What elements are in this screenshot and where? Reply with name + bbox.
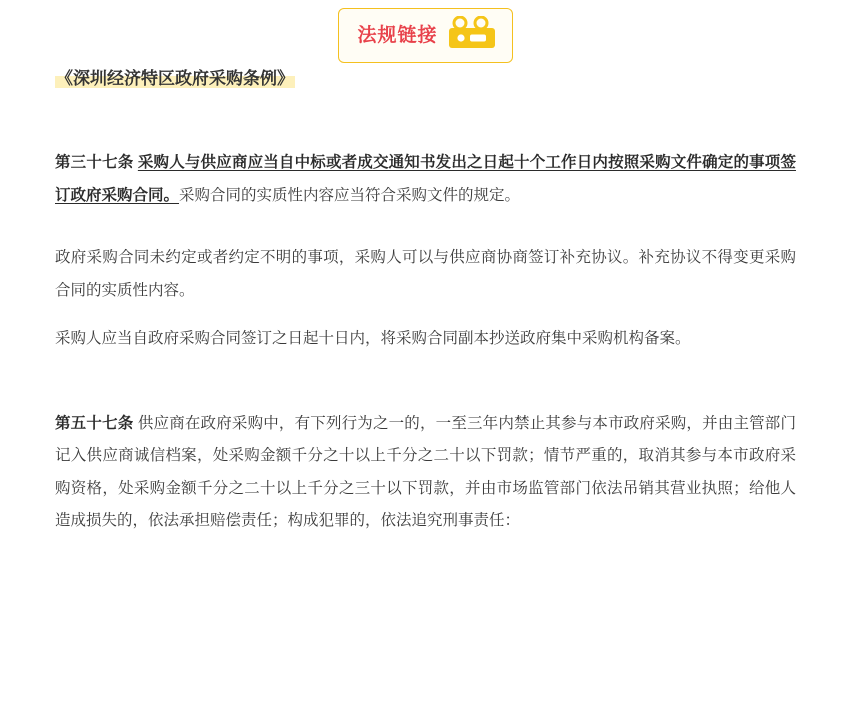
law-link-icon [448,16,498,55]
article-57-number: 第五十七条 [55,414,134,432]
article-57 [55,408,796,538]
page-title: 《深圳经济特区政府采购条例》 [56,69,294,88]
badge-container [0,0,851,63]
article-37-underlined: 采购人与供应商应当自中标或者成交通知书发出之日起十个工作日内按照采购文件确定的事项签订政府采购合同。 [55,154,796,204]
article-37-paragraph-1: 政府采购合同未约定或者约定不明的事项，采购人可以与供应商协商签订补充协议。补充协议不得变更采购合同的实质性内容。 [55,249,796,299]
article-57-body: 供应商在政府采购中，有下列行为之一的，一至三年内禁止其参与本市政府采购，并由主管部门记入供应商诚信档案，处采购金额千分之十以上千分之二十以下罚款；情节严重的，取消其参与本市政府采购资格，处采购金额千分之二十以上千分之三十以下罚款，并由市场监管部门依法吊销其营业执照；给他人造成损失的，依法承担赔偿责任；构成犯罪的，依法追究刑事责任： [55,414,796,530]
article-37-number: 第三十七条 [55,154,134,172]
article-37-paragraph-2: 采购人应当自政府采购合同签订之日起十日内，将采购合同副本抄送政府集中采购机构备案。 [55,329,691,347]
doc-title-row [55,63,796,95]
article-37-rest: 采购合同的实质性内容应当符合采购文件的规定。 [179,186,521,204]
document-content [0,63,851,538]
article-37-lead [55,147,796,212]
badge-label: 法规链接 [357,25,438,46]
law-link-badge[interactable] [338,8,512,63]
